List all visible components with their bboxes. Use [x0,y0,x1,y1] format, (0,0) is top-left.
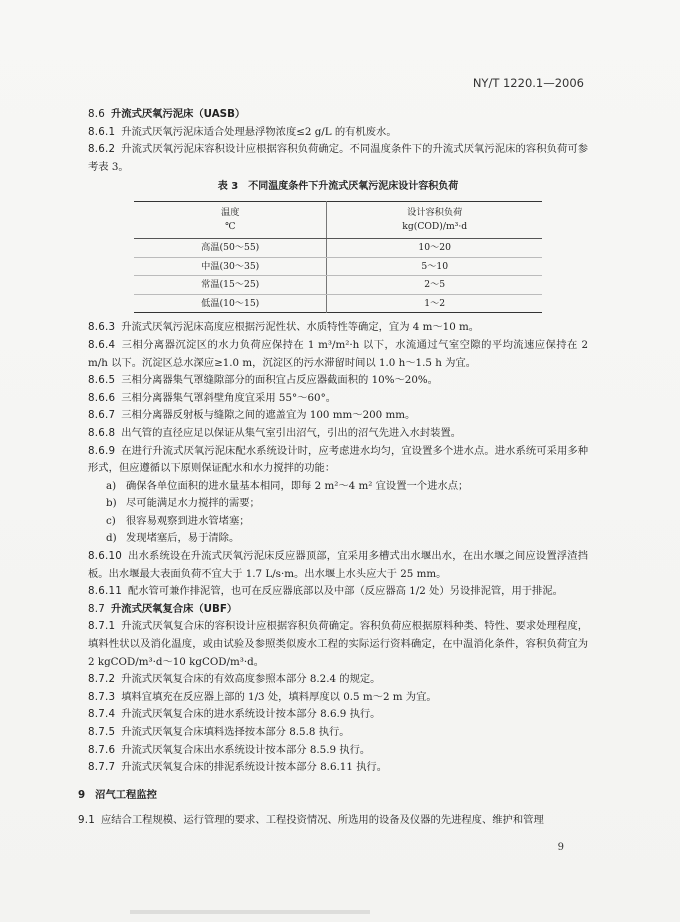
table-row: 中温(30～35) 5～10 [134,257,542,276]
header-temperature: 温度 ℃ [134,201,327,238]
clause-8-7-7: 8.7.7 升流式厌氧复合床的排泥系统设计按本部分 8.6.11 执行。 [88,761,388,774]
clause-8-7-5: 8.7.5 升流式厌氧复合床填料选择按本部分 8.5.8 执行。 [88,726,350,738]
clause-8-7-3: 8.7.3 填料宜填充在反应器上部的 1/3 处，填料厚度以 0.5 m～2 m 为宜。 [88,690,437,703]
table-3 [134,201,542,313]
clause-8-7-1: 8.7.1 升流式厌氧复合床的容积设计应根据容积负荷确定。容积负荷应根据原料种类、特性、要求处理程度，填料性状以及消化温度，或由试验及参照类似废水工程的实际运行资料确定，在中温消化条件，容积负荷宜为 2 kgCOD/m³·d～10 kgCOD/m³·d。 [88,620,588,668]
table-row: 高温(50～55) 10～20 [134,238,542,257]
table-row: 低温(10～15) 1～2 [134,294,542,313]
clause-8-6-9: 8.6.9 在进行升流式厌氧污泥床配水系统设计时，应考虑进水均匀，宜设置多个进水点。进水系统可采用多种形式，但应遵循以下原则保证配水和水力搅拌的功能： [88,444,588,475]
page-content [78,106,588,830]
table-3-caption: 表 3 不同温度条件下升流式厌氧污泥床设计容积负荷 [217,181,459,193]
section-heading-8-6: 8.6 升流式厌氧污泥床（UASB） [88,108,246,120]
clause-8-6-5: 8.6.5 三相分离器集气罩缝隙部分的面积宜占反应器截面积的 10%～20%。 [88,374,438,387]
page-number: 9 [557,842,564,853]
clause-8-6-8: 8.6.8 出气管的直径应足以保证从集气室引出沼气，引出的沼气先进入水封装置。 [88,426,461,439]
table-row: 常温(15～25) 2～5 [134,276,542,295]
clause-8-6-2: 8.6.2 升流式厌氧污泥床容积设计应根据容积负荷确定。不同温度条件下的升流式厌氧污泥床的容积负荷可参考表 3。 [88,143,588,173]
clause-9-1: 9.1 应结合工程规模、运行管理的要求、工程投资情况、所选用的设备及仪器的先进程度、维护和管理 [78,814,544,827]
clause-8-6-11: 8.6.11 配水管可兼作排泥管，也可在反应器底部以及中部（反应器高 1/2 处）另设排泥管，用于排泥。 [88,585,563,598]
clause-8-7-2: 8.7.2 升流式厌氧复合床的有效高度参照本部分 8.2.4 的规定。 [88,673,381,686]
list-item: c) 很容易观察到进水管堵塞； [106,514,250,527]
clause-8-6-7: 8.6.7 三相分离器反射板与缝隙之间的遮盖宜为 100 mm～200 mm。 [88,409,416,422]
table-header-row [134,201,542,238]
clause-8-7-4: 8.7.4 升流式厌氧复合床的进水系统设计按本部分 8.6.9 执行。 [88,708,381,721]
list-item: d) 发现堵塞后，易于清除。 [106,532,240,545]
scan-artifact [130,910,370,914]
clause-8-6-4: 8.6.4 三相分离器沉淀区的水力负荷应保持在 1 m³/m²·h 以下，水流通过气室空隙的平均流速应保持在 2 m/h 以下。沉淀区总水深应≥1.0 m，沉淀区的污水滞留时间以 1.0 h～1.5 h 为宜。 [88,338,588,369]
chapter-heading-9: 9 沼气工程监控 [78,788,157,801]
standard-code: NY/T 1220.1—2006 [472,76,584,90]
header-volume-load: 设计容积负荷 kg(COD)/m³·d [327,201,542,238]
clause-8-6-6: 8.6.6 三相分离器集气罩斜壁角度宜采用 55°～60°。 [88,391,337,404]
clause-8-6-1: 8.6.1 升流式厌氧污泥床适合处理悬浮物浓度≤2 g/L 的有机废水。 [88,125,397,138]
list-item: b) 尽可能满足水力搅拌的需要； [106,497,260,510]
section-heading-8-7: 8.7 升流式厌氧复合床（UBF） [88,602,238,615]
clause-8-7-6: 8.7.6 升流式厌氧复合床出水系统设计按本部分 8.5.9 执行。 [88,743,371,756]
list-item: a) 确保各单位面积的进水量基本相同，即每 2 m²～4 m² 宜设置一个进水点； [106,479,469,492]
clause-8-6-3: 8.6.3 升流式厌氧污泥床高度应根据污泥性状、水质特性等确定，宜为 4 m～10 m。 [88,321,480,334]
clause-8-6-10: 8.6.10 出水系统设在升流式厌氧污泥床反应器顶部，宜采用多槽式出水堰出水，在出水堰之间应设置浮渣挡板。出水堰最大表面负荷不宜大于 1.7 L/s·m。出水堰上水头应大于 25 mm。 [88,550,588,580]
